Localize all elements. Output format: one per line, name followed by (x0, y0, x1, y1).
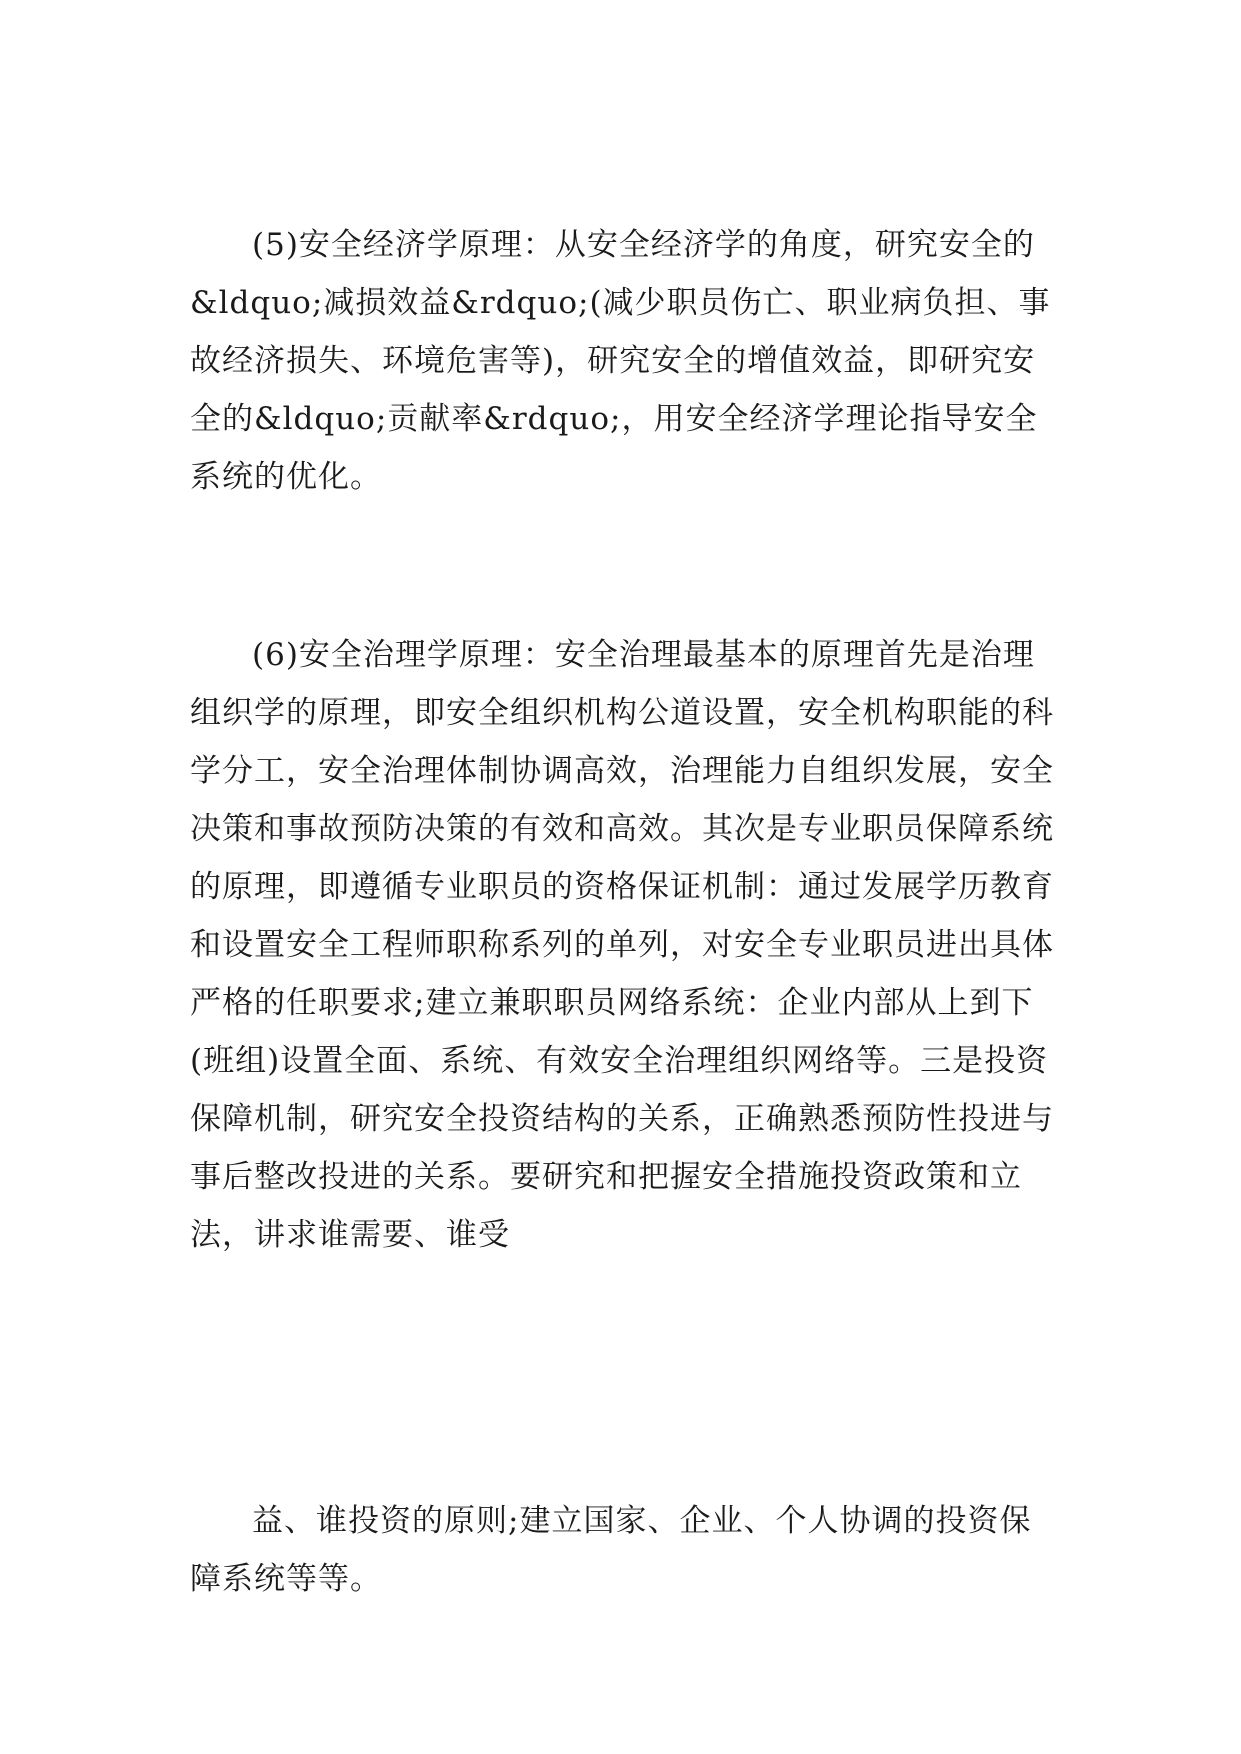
paragraph-safety-management: (6)安全治理学原理：安全治理最基本的原理首先是治理组织学的原理，即安全组织机构公道设置，安全机构职能的科学分工，安全治理体制协调高效，治理能力自组织发展，安全决策和事故预防决策的有效和高效。其次是专业职员保障系统的原理，即遵循专业职员的资格保证机制：通过发展学历教育和设置安全工程师职称系列的单列，对安全专业职员进出具体严格的任职要求;建立兼职职员网络系统：企业内部从上到下(班组)设置全面、系统、有效安全治理组织网络等。三是投资保障机制，研究安全投资结构的关系，正确熟悉预防性投进与事后整改投进的关系。要研究和把握安全措施投资政策和立法，讲求谁需要、谁受 (190, 637, 1054, 1253)
paragraph-safety-management-continued: 益、谁投资的原则;建立国家、企业、个人协调的投资保障系统等等。 (190, 1503, 1032, 1597)
paragraph-safety-economics: (5)安全经济学原理：从安全经济学的角度，研究安全的 &ldquo;减损效益&rdquo;(减少职员伤亡、职业病负担、事故经济损失、环境危害等)，研究安全的增值效益，即研究安全的&ldquo;贡献率&rdquo;，用安全经济学理论指导安全系统的优化。 (190, 227, 1051, 495)
